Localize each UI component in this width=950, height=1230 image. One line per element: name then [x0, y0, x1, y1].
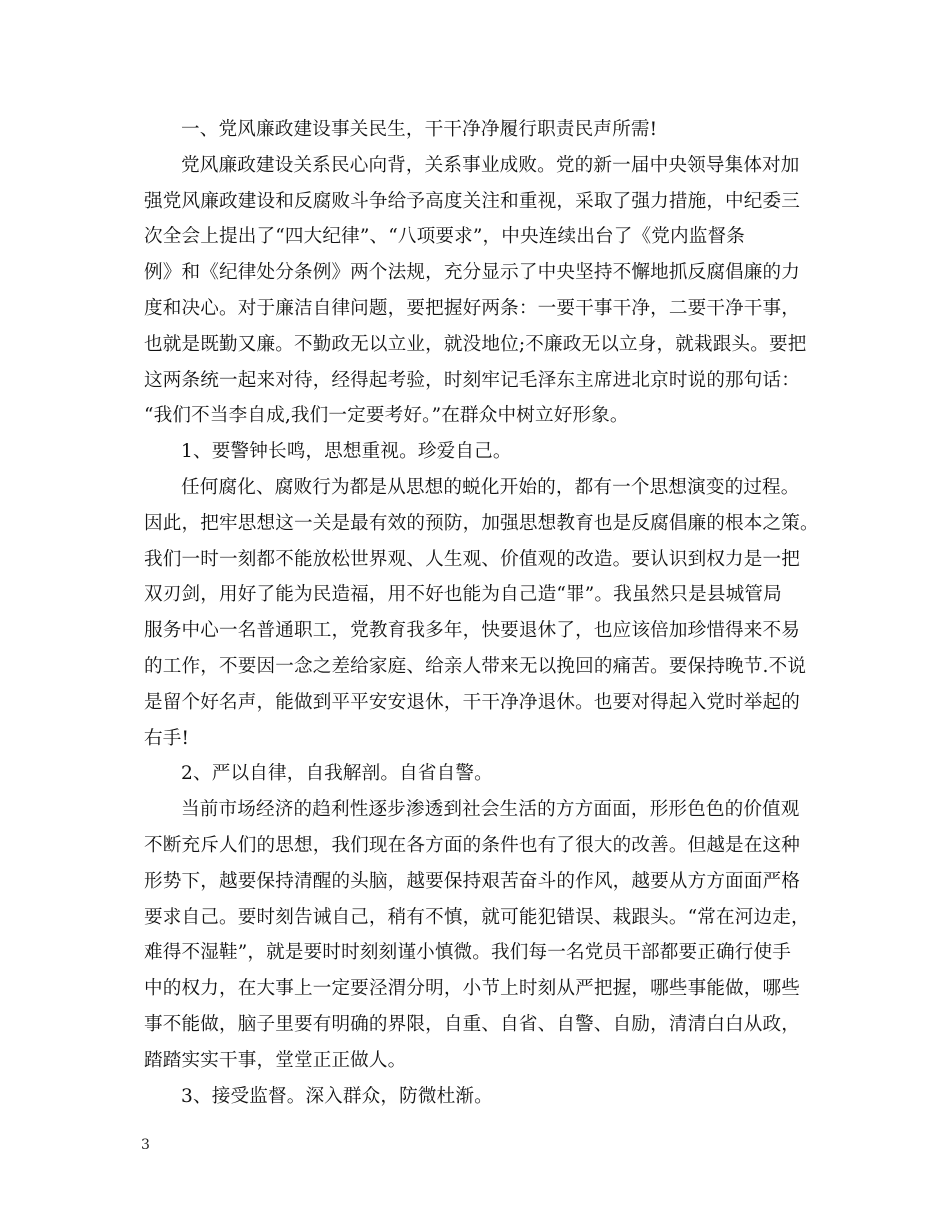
paragraph-line: 踏踏实实干事，堂堂正正做人。 [144, 1049, 407, 1071]
paragraph-line: 双刃剑，用好了能为民造福，用不好也能为自己造“罪”。我虽然只是县城管局 [144, 584, 782, 606]
paragraph-line: 强党风廉政建设和反腐败斗争给予高度关注和重视，采取了强力措施，中纪委三 [144, 190, 801, 212]
section-heading: 一、党风廉政建设事关民生，干干净净履行职责民声所需! [181, 119, 658, 140]
paragraph-line: 也就是既勤又廉。不勤政无以立业，就没地位;不廉政无以立身，就栽跟头。要把 [144, 333, 807, 355]
subsection-heading: 1、要警钟长鸣，思想重视。珍爱自己。 [181, 441, 512, 463]
paragraph-line: 要求自己。要时刻告诫自己，稍有不慎，就可能犯错误、栽跟头。“常在河边走， [144, 906, 810, 928]
paragraph-line: 服务中心一名普通职工，党教育我多年，快要退休了，也应该倍加珍惜得来不易 [144, 620, 801, 642]
paragraph-line: 事不能做，脑子里要有明确的界限，自重、自省、自警、自励，清清白白从政， [144, 1013, 801, 1035]
paragraph-line: 当前市场经济的趋利性逐步渗透到社会生活的方方面面，形形色色的价值观 [181, 799, 800, 821]
paragraph-line: 这两条统一起来对待，经得起考验，时刻牢记毛泽东主席进北京时说的那句话： [144, 369, 801, 391]
paragraph-line: 例》和《纪律处分条例》两个法规，充分显示了中央坚持不懈地抓反腐倡廉的力 [144, 262, 801, 284]
paragraph-line: 右手! [144, 727, 190, 749]
paragraph-line: 难得不湿鞋”，就是要时时刻刻谨小慎微。我们每一名党员干部都要正确行使手 [144, 942, 791, 964]
paragraph-line: 党风廉政建设关系民心向背，关系事业成败。党的新一届中央领导集体对加 [181, 154, 800, 176]
paragraph-line: 的工作，不要因一念之差给家庭、给亲人带来无以挽回的痛苦。要保持晚节.不说 [144, 655, 807, 677]
paragraph-line: 中的权力，在大事上一定要泾渭分明，小节上时刻从严把握，哪些事能做，哪些 [144, 978, 801, 1000]
paragraph-line: 形势下，越要保持清醒的头脑，越要保持艰苦奋斗的作风，越要从方方面面严格 [144, 870, 801, 892]
subsection-heading: 2、严以自律，自我解剖。自省自警。 [181, 763, 493, 785]
paragraph-line: “我们不当李自成,我们一定要考好。”在群众中树立好形象。 [144, 405, 629, 427]
paragraph-line: 度和决心。对于廉洁自律问题，要把握好两条：一要干事干净，二要干净干事， [144, 297, 801, 319]
paragraph-line: 不断充斥人们的思想，我们现在各方面的条件也有了很大的改善。但越是在这种 [144, 834, 801, 856]
document-body [144, 112, 819, 1114]
paragraph-line: 因此，把牢思想这一关是最有效的预防，加强思想教育也是反腐倡廉的根本之策。 [144, 512, 819, 534]
subsection-heading: 3、接受监督。深入群众，防微杜渐。 [181, 1085, 493, 1107]
paragraph-line: 我们一时一刻都不能放松世界观、人生观、价值观的改造。要认识到权力是一把 [144, 548, 801, 570]
paragraph-line: 次全会上提出了“四大纪律”、“八项要求”，中央连续出台了《党内监督条 [144, 226, 745, 248]
paragraph-line: 是留个好名声，能做到平平安安退休，干干净净退休。也要对得起入党时举起的 [144, 691, 801, 713]
page-number: 3 [141, 1137, 150, 1153]
paragraph-line: 任何腐化、腐败行为都是从思想的蜕化开始的，都有一个思想演变的过程。 [181, 476, 800, 498]
